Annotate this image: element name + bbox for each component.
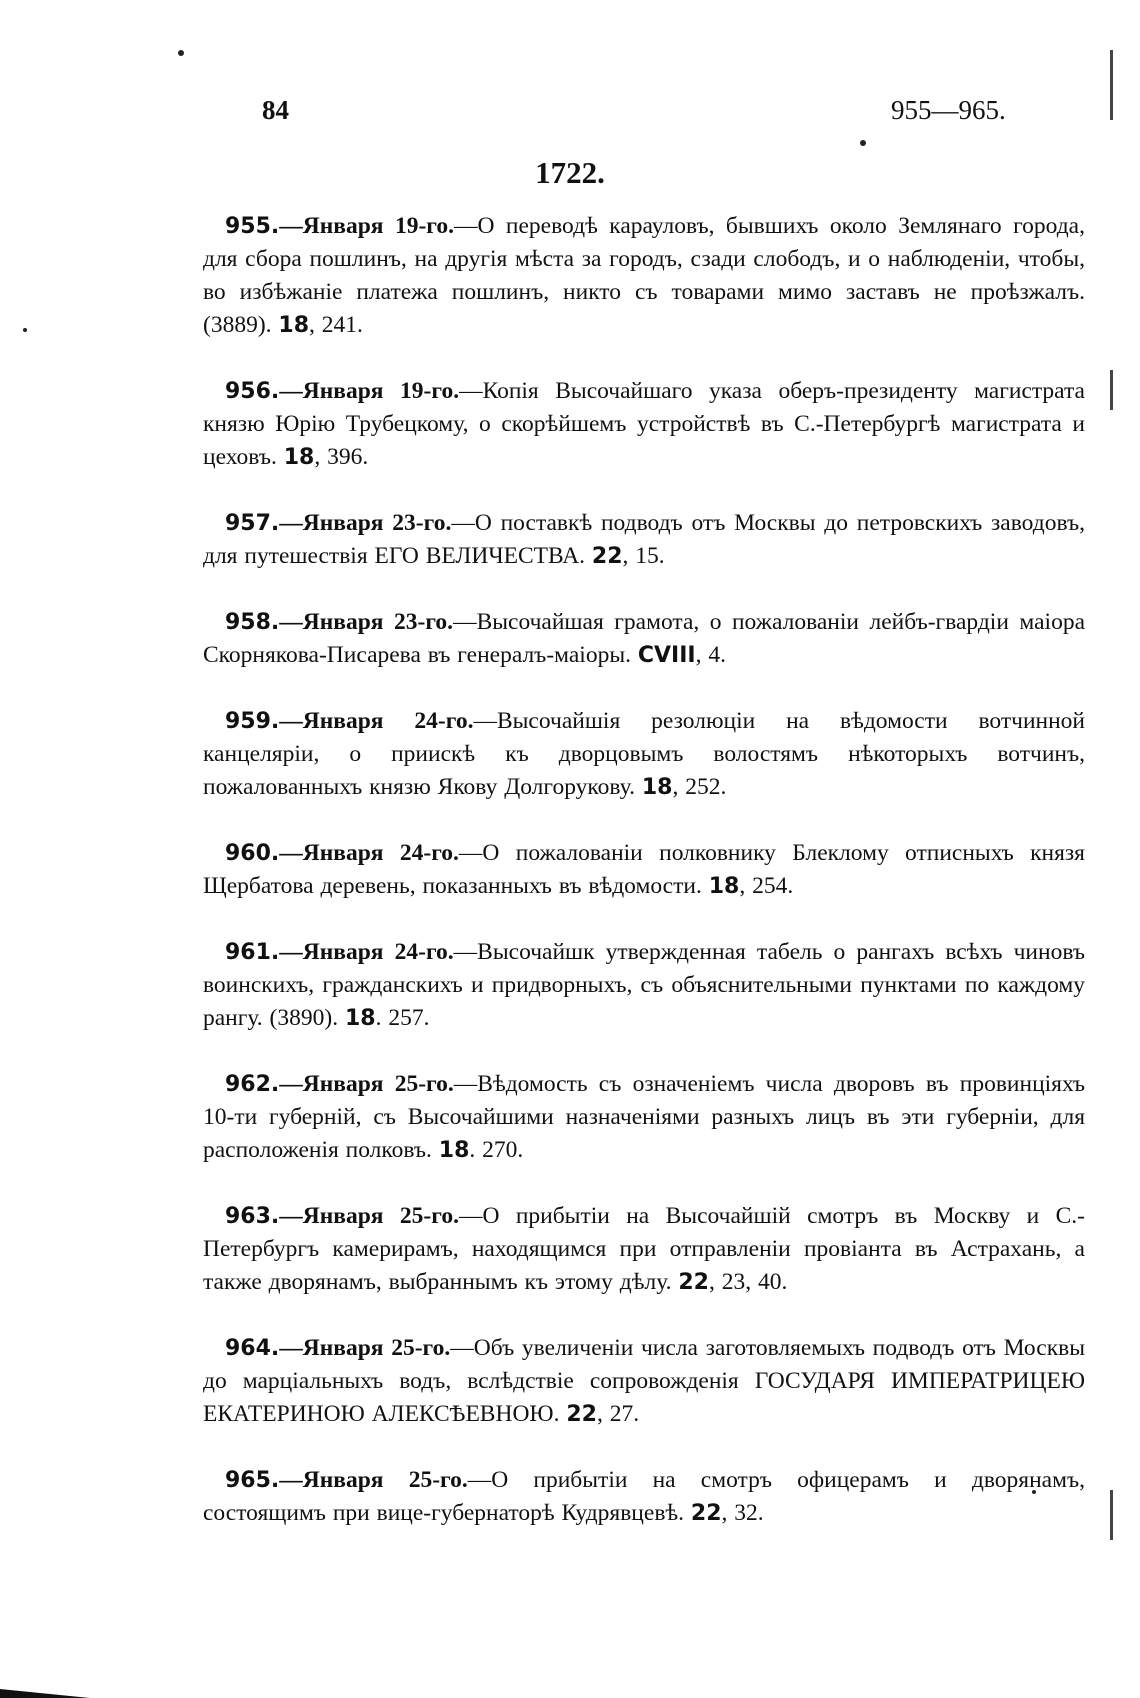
entry-number: 964.	[225, 1336, 280, 1361]
entry	[203, 837, 1085, 903]
entry-volume: 18	[344, 1006, 376, 1031]
entry-date: —Января 25-го.	[279, 1203, 459, 1229]
entry-page: , 4.	[695, 642, 726, 668]
entry-date: —Января 24-го.	[279, 939, 454, 965]
entry-page: . 257.	[375, 1005, 430, 1031]
scan-edge	[1110, 370, 1113, 410]
entry-date: —Января 23-го.	[279, 510, 452, 536]
entry-date: —Января 19-го.	[279, 378, 460, 404]
entry-text: —Копія Высочайшаго указа оберъ-президенту магистрата князю Юрію Трубецкому, о скорѣйшемъ устройствѣ въ С.-Петербургѣ магистрата и цеховъ.	[203, 378, 1085, 470]
entry	[203, 375, 1085, 474]
entry-page: , 32.	[721, 1500, 764, 1526]
entry-date: —Января 23-го.	[279, 609, 454, 635]
entry-text: —Высочайшія резолюціи на вѣдомости вотчинной канцеляріи, о приискѣ къ дворцовымъ волостямъ нѣкоторыхъ вотчинъ, пожалованныхъ князю Якову Долгорукову.	[203, 708, 1086, 800]
entry-date: —Января 25-го.	[279, 1467, 468, 1493]
entry-text: —Объ увеличеніи числа заготовляемыхъ подводъ отъ Москвы до марціальныхъ водъ, вслѣдствіе сопровожденія ГОСУДАРЯ ИМПЕРАТРИЦЕЮ ЕКАТЕРИНОЮ АЛЕКСѢЕВНОЮ.	[203, 1335, 1085, 1427]
entry-page: , 27.	[596, 1401, 640, 1427]
entry-volume: 22	[566, 1402, 597, 1427]
entry	[203, 1200, 1085, 1299]
speck	[178, 50, 184, 56]
entry	[203, 507, 1085, 573]
entry-volume: 22	[678, 1270, 709, 1295]
entry-page: , 23, 40.	[708, 1269, 788, 1295]
entry-number: 965.	[225, 1468, 280, 1493]
entry-volume: 18	[641, 775, 673, 800]
page-header	[0, 95, 1140, 129]
entry-page: . 270.	[469, 1137, 524, 1163]
entry-number: 955.	[225, 214, 280, 239]
entry-date: —Января 25-го.	[279, 1335, 451, 1361]
entry-text: —О прибытіи на Высочайшій смотръ въ Москву и С.-Петербургъ камерирамъ, находящимся при отправленіи провіанта въ Астрахань, а также дворянамъ, выбраннымъ къ этому дѣлу.	[203, 1203, 1085, 1295]
entry-text: —О прибытіи на смотръ офицерамъ и дворянамъ, состоящимъ при вице-губернаторѣ Кудрявцевѣ.	[203, 1467, 1085, 1526]
entry-date: —Января 25-го.	[279, 1071, 454, 1097]
scan-corner	[0, 1683, 90, 1698]
entry-date: —Января 24-го.	[279, 840, 459, 866]
entry-page: , 254.	[739, 873, 794, 899]
entry-page: , 396.	[314, 444, 369, 470]
entry	[203, 705, 1085, 804]
entry-text: —О пожалованіи полковнику Блеклому отписныхъ князя Щербатова деревень, показанныхъ въ вѣдомости.	[203, 840, 1085, 899]
entry-volume: 18	[438, 1138, 470, 1163]
entry-date: —Января 24-го.	[279, 708, 474, 734]
entry-text: —Высочайшая грамота, о пожалованіи лейбъ-гвардіи маіора Скорнякова-Писарева въ генералъ-маіоры.	[203, 609, 1086, 668]
entry-number: 958.	[225, 610, 280, 635]
entry-date: —Января 19-го.	[279, 213, 454, 239]
entry-page: , 241.	[309, 312, 363, 338]
entry-number: 957.	[225, 511, 280, 536]
page-number: 84	[262, 95, 289, 125]
entry-text: —О переводѣ карауловъ, бывшихъ около Землянаго города, для сбора пошлинъ, на другія мѣста за городъ, сзади слободъ, и о наблюденіи, чтобы, во избѣжаніе платежа пошлинъ, никто съ товарами мимо заставъ не проѣзжалъ. (3889).	[203, 213, 1085, 338]
speck	[23, 328, 27, 332]
entry-number: 960.	[225, 841, 280, 866]
entry-page: , 15.	[622, 543, 665, 569]
entry-number: 959.	[225, 709, 280, 734]
entry-text: —Высочайшк утвержденная табель о рангахъ всѣхъ чиновъ воинскихъ, гражданскихъ и придворныхъ, съ объяснительными пунктами по каждому рангу. (3890).	[203, 939, 1085, 1031]
entry-text: —О поставкѣ подводъ отъ Москвы до петровскихъ заводовъ, для путешествія ЕГО ВЕЛИЧЕСТВА.	[203, 510, 1085, 569]
speck	[860, 140, 866, 146]
entry	[203, 606, 1085, 672]
entry-number: 962.	[225, 1072, 280, 1097]
entry	[203, 210, 1085, 342]
entry-volume: CVIII	[637, 643, 696, 668]
entry-number: 961.	[225, 940, 280, 965]
entry-volume: 22	[690, 1501, 722, 1526]
entry	[203, 1068, 1085, 1167]
entry	[203, 1332, 1085, 1431]
entry	[203, 936, 1085, 1035]
year-heading: 1722.	[535, 155, 605, 190]
entries-list	[203, 210, 1085, 1563]
entry-volume: 22	[591, 544, 623, 569]
scan-edge	[1110, 1490, 1113, 1540]
entry-volume: 18	[278, 313, 310, 338]
entry	[203, 1464, 1085, 1530]
entry-volume: 18	[708, 874, 740, 899]
entry-number: 956.	[225, 379, 280, 404]
entry-range: 955—965.	[891, 95, 1006, 125]
entry-volume: 18	[283, 445, 315, 470]
entry-number: 963.	[225, 1204, 280, 1229]
entry-page: , 252.	[672, 774, 727, 800]
entry-text: —Вѣдомость съ означеніемъ числа дворовъ въ провинціяхъ 10-ти губерній, съ Высочайшими назначеніями разныхъ лицъ въ эти губерніи, для расположенія полковъ.	[203, 1071, 1085, 1163]
